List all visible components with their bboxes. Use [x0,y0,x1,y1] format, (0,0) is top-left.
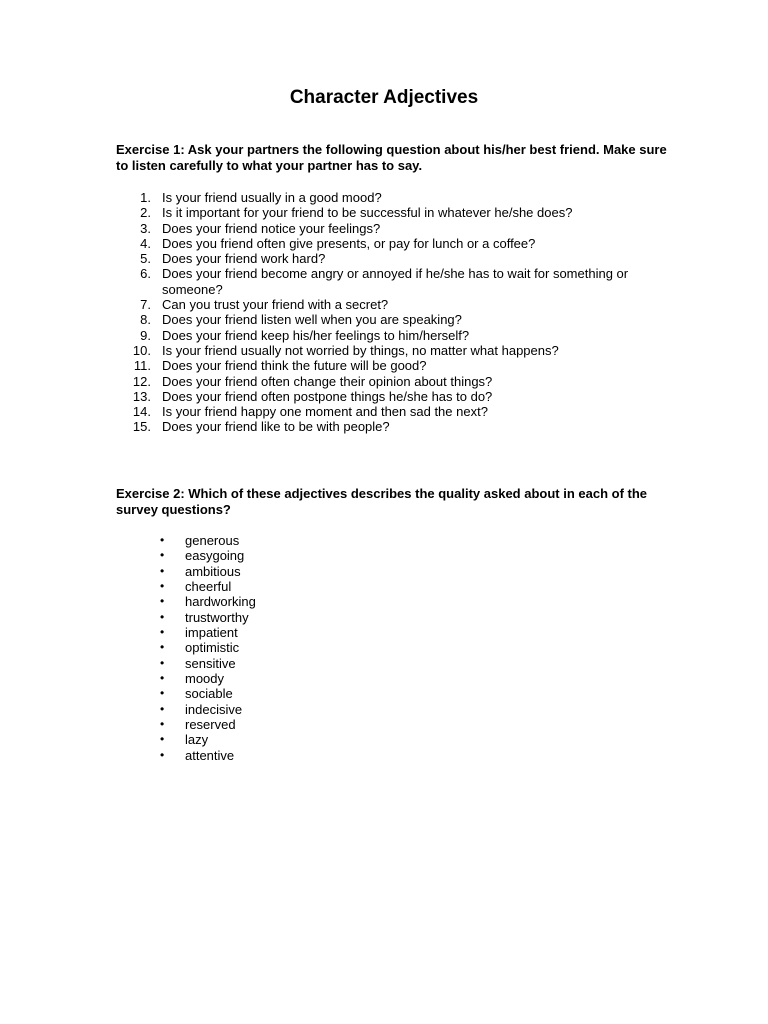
bullet-icon: • [160,655,165,670]
question-number: 15. [132,419,151,435]
question-item [116,389,656,404]
question-text: Is it important for your friend to be successful in whatever he/she does? [162,205,573,221]
bullet-icon: • [160,686,165,701]
question-number: 6. [140,266,151,282]
bullet-icon: • [160,579,165,594]
question-text: Is your friend usually in a good mood? [162,190,382,205]
question-item [116,312,656,327]
question-number: 4. [140,235,151,251]
adjective-text: optimistic [185,640,240,656]
question-item [116,297,656,312]
question-text: Does your friend become angry or annoyed if he/she has to wait for something or someone? [162,266,629,297]
question-text: Does your friend work hard? [162,251,326,267]
question-text: Does your friend like to be with people? [162,419,390,435]
question-text: Does your friend think the future will be good? [162,358,427,374]
question-item [116,404,656,419]
bullet-icon: • [160,563,165,578]
question-number: 1. [140,190,151,205]
question-item [116,266,656,297]
question-number: 2. [140,205,151,221]
adjective-list [160,533,256,763]
question-number: 12. [132,373,151,389]
question-text: Can you trust your friend with a secret? [162,297,389,313]
adjective-item [160,579,256,594]
question-number: 10. [132,342,151,358]
adjective-item [160,732,256,747]
question-list [116,190,656,435]
question-number: 11. [133,358,151,374]
question-item [116,419,656,434]
page-title: Character Adjectives [289,87,479,108]
question-number: 13. [132,388,151,404]
bullet-icon: • [160,671,165,686]
adjective-item [160,702,256,717]
question-text: Is your friend usually not worried by things, no matter what happens? [162,342,559,358]
adjective-text: attentive [185,747,235,763]
question-text: Does your friend keep his/her feelings to him/herself? [162,327,470,343]
adjective-text: ambitious [185,563,241,579]
adjective-text: trustworthy [185,609,249,625]
adjective-item [160,548,256,563]
adjective-item [160,594,256,609]
adjective-text: sensitive [185,655,236,671]
question-number: 8. [140,312,151,328]
question-item [116,328,656,343]
bullet-icon: • [160,625,165,640]
adjective-item [160,656,256,671]
question-item [116,358,656,373]
adjective-text: impatient [185,625,238,641]
question-text: Does your friend often change their opinion about things? [162,373,493,389]
adjective-text: hardworking [185,594,256,610]
question-number: 9. [140,327,151,343]
adjective-item [160,533,256,548]
bullet-icon: • [160,594,165,609]
question-number: 3. [140,220,151,236]
adjective-item [160,564,256,579]
question-item [116,343,656,358]
adjective-item [160,671,256,686]
question-item [116,374,656,389]
adjective-item [160,717,256,732]
question-item [116,251,656,266]
question-item [116,190,656,205]
bullet-icon: • [160,533,165,547]
bullet-icon: • [160,548,165,563]
bullet-icon: • [160,640,165,655]
question-item [116,205,656,220]
question-number: 7. [140,297,151,313]
adjective-text: easygoing [185,548,245,564]
adjective-text: lazy [185,732,209,748]
adjective-text: reserved [185,717,236,733]
question-text: Is your friend happy one moment and then sad the next? [162,404,488,420]
adjective-text: indecisive [185,701,243,717]
bullet-icon: • [160,717,165,732]
question-item [116,236,656,251]
adjective-text: sociable [185,686,233,702]
adjective-item [160,625,256,640]
exercise-1-instructions: Exercise 1: Ask your partners the following question about his/her best friend. Make sure to listen carefully to what your partner has to say. [116,142,667,173]
adjective-item [160,610,256,625]
question-number: 5. [140,251,151,267]
adjective-text: generous [185,533,240,548]
adjective-item [160,686,256,701]
question-text: Does your friend notice your feelings? [162,220,381,236]
adjective-item [160,748,256,763]
bullet-icon: • [160,747,165,762]
question-text: Does your friend listen well when you are speaking? [162,312,462,328]
adjective-item [160,640,256,655]
question-item [116,221,656,236]
bullet-icon: • [160,701,165,716]
adjective-text: moody [185,671,225,687]
adjective-text: cheerful [185,579,232,595]
bullet-icon: • [160,609,165,624]
exercise-2-instructions: Exercise 2: Which of these adjectives describes the quality asked about in each of the survey questions? [116,486,648,517]
bullet-icon: • [160,732,165,747]
question-text: Does you friend often give presents, or pay for lunch or a coffee? [162,235,536,251]
question-text: Does your friend often postpone things he/she has to do? [162,388,493,404]
question-number: 14. [132,404,151,420]
